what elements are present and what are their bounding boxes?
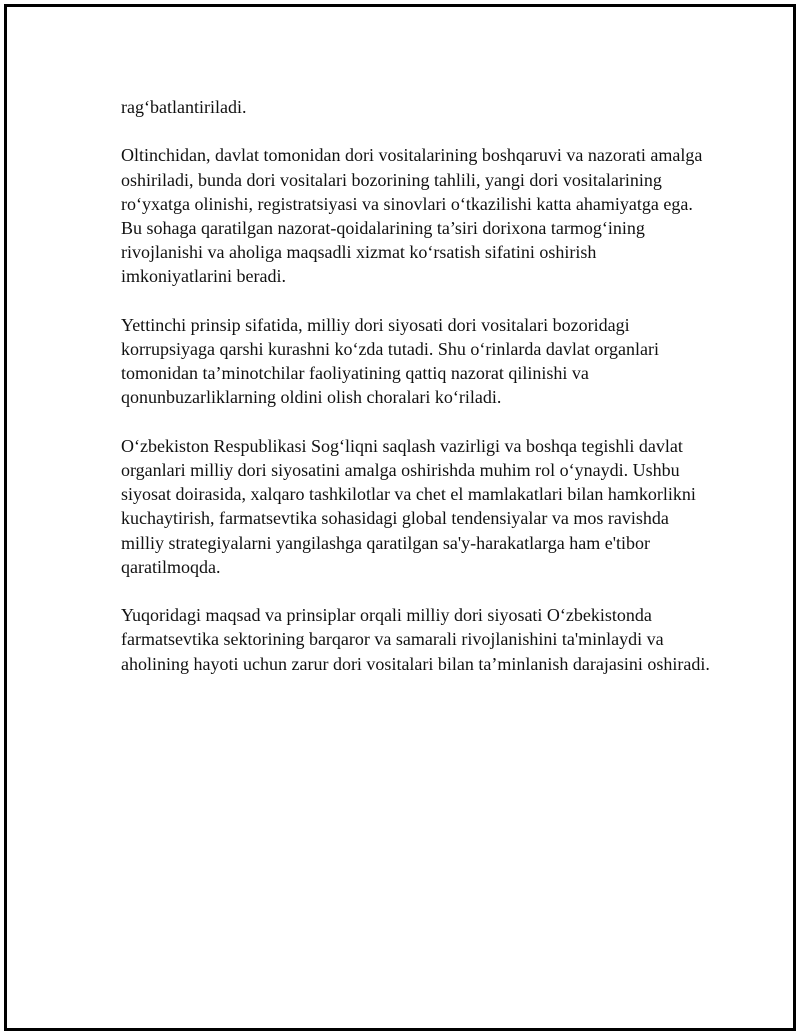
paragraph-4: O‘zbekiston Respublikasi Sog‘liqni saqlash vazirligi va boshqa tegishli davlat organlari milliy dori siyosatini amalga oshirishda muhim rol o‘ynaydi. Ushbu siyosat doirasida, xalqaro tashkilotlar va chet el mamlakatlari bilan hamkorlikni kuchaytirish, farmatsevtika sohasidagi global tendensiyalar va mos ravishda milliy strategiyalarni yangilashga qaratilgan sa'y-harakatlarga ham e'tibor qaratilmoqda. bbox=[121, 435, 696, 577]
document-body bbox=[121, 95, 711, 700]
paragraph-5: Yuqoridagi maqsad va prinsiplar orqali milliy dori siyosati O‘zbekistonda farmatsevtika sektorining barqaror va samarali rivojlanishini ta'minlaydi va aholining hayoti uchun zarur dori vositalari bilan ta’minlanish darajasini oshiradi. bbox=[121, 605, 710, 674]
page-frame bbox=[4, 4, 796, 1031]
paragraph-3: Yettinchi prinsip sifatida, milliy dori siyosati dori vositalari bozoridagi korrupsiyaga qarshi kurashni ko‘zda tutadi. Shu o‘rinlarda davlat organlari tomonidan ta’minotchilar faoliyatining qattiq nazorat qilinishi va qonunbuzarliklarning oldini olish choralari ko‘riladi. bbox=[121, 314, 660, 408]
paragraph-1: rag‘batlantiriladi. bbox=[121, 97, 247, 117]
paragraph-2: Oltinchidan, davlat tomonidan dori vositalarining boshqaruvi va nazorati amalga oshiriladi, bunda dori vositalari bozorining tahlili, yangi dori vositalarining ro‘yxatga olinishi, registratsiyasi va sinovlari o‘tkazilishi katta ahamiyatga ega. Bu sohaga qaratilgan nazorat-qoidalarining ta’siri dorixona tarmog‘ining rivojlanishi va aholiga maqsadli xizmat ko‘rsatish sifatini oshirish imkoniyatlarini beradi. bbox=[121, 145, 703, 287]
